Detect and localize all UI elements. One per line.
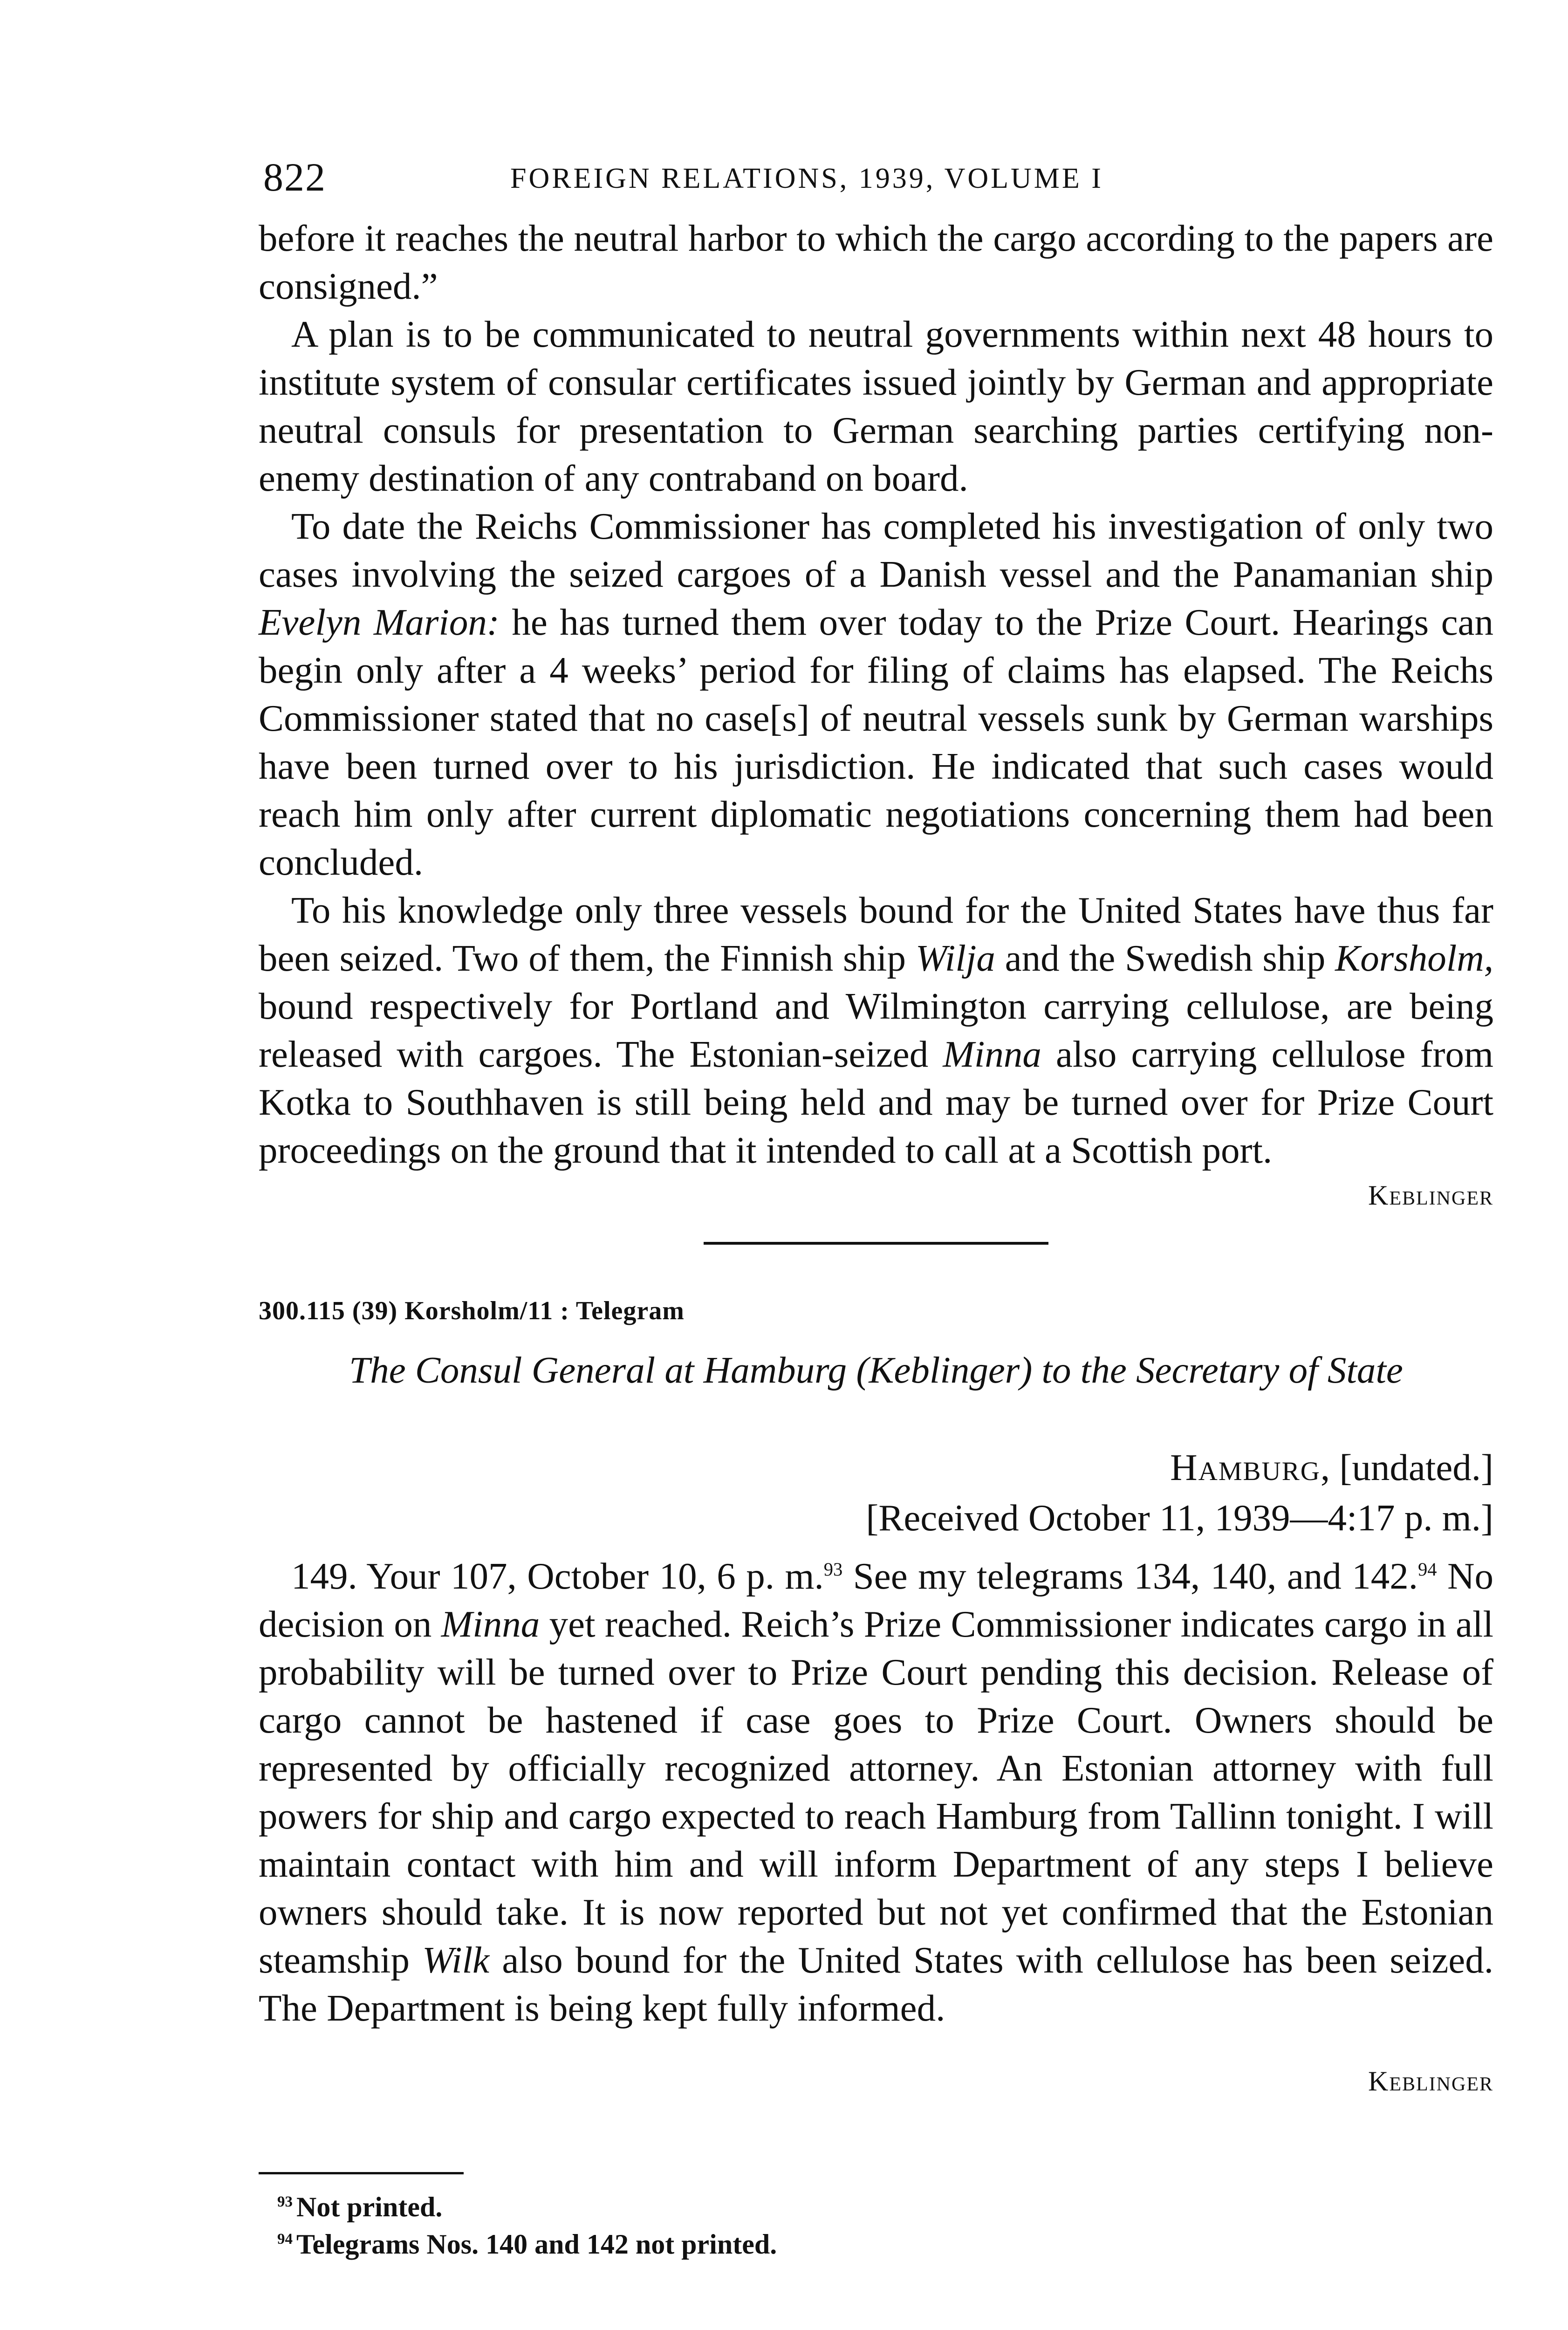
text-run: No decision on [259, 1555, 1493, 1645]
ship-name: Minna [943, 1033, 1041, 1075]
paragraph-continued: before it reaches the neutral harbor to which the cargo according to the papers are consigned.” [259, 217, 1493, 307]
text-run: he has turned them over today to the Prize Court. Hearings can begin only after a 4 weeks’ period for filing of claims has elapsed. The Reichs Commissioner stated that no case[s] of neutral vessels sunk by German warships have been turned over to his jurisdiction. He indicated that such cases would reach him only after current diplomatic negotiations concerning them had been concluded. [259, 601, 1494, 883]
footnote-text: Telegrams Nos. 140 and 142 not printed. [296, 2229, 777, 2260]
footnote-text: Not printed. [296, 2192, 443, 2222]
text-run: bound respectively for Portland and Wilmington carrying cellulose, are being released with cargoes. The Estonian-seized [259, 985, 1493, 1075]
signature-name: Keblinger [1368, 1180, 1493, 1211]
date: , [undated.] [1320, 1446, 1493, 1488]
footnote [277, 2226, 1493, 2263]
footnote-ref: 93 [823, 1559, 843, 1580]
section-divider [704, 1242, 1048, 1245]
text-run: yet reached. Reich’s Prize Commissioner indicates cargo in all probability will be turned over to Prize Court pending this decision. Release of cargo cannot be hastened if case goes to Prize Court. Owners should be represented by officially recognized attorney. An Estonian attorney with full powers for ship and cargo expected to reach Hamburg from Tallinn tonight. I will maintain contact with him and will inform Department of any steps I believe owners should take. It is now reported but not yet confirmed that the Estonian steamship [259, 1603, 1493, 1981]
dateline [259, 1442, 1493, 1493]
signature-name: Keblinger [1368, 2066, 1493, 2097]
footnote-ref: 94 [1418, 1559, 1437, 1580]
footnote [277, 2188, 1493, 2226]
ship-name: Korsholm, [1335, 937, 1493, 979]
file-reference: 300.115 (39) Korsholm/11 : Telegram [259, 1296, 685, 1325]
paragraph-reichs-commissioner [259, 502, 1493, 886]
document-page [259, 154, 1493, 2263]
paragraph-plan: A plan is to be communicated to neutral governments within next 48 hours to institute system of consular certificates issued jointly by German and appropriate neutral consuls for presentation to German searching parties certifying non-enemy destination of any contraband on board. [259, 313, 1493, 499]
paragraph-vessels-seized [259, 886, 1493, 1174]
text-run: and the Swedish ship [995, 937, 1335, 979]
place: Hamburg [1170, 1446, 1321, 1488]
signature-second [259, 2060, 1493, 2102]
paragraph-telegram-149 [259, 1552, 1493, 2032]
page-number: 822 [263, 155, 326, 199]
footnote-mark: 93 [277, 2193, 293, 2210]
text-run: See my telegrams 134, 140, and 142. [842, 1555, 1418, 1597]
running-title: FOREIGN RELATIONS, 1939, VOLUME I [510, 163, 1103, 194]
ship-name: Wilk [422, 1939, 490, 1981]
ship-name: Evelyn Marion: [259, 601, 500, 643]
ship-name: Minna [441, 1603, 540, 1645]
text-run: 149. Your 107, October 10, 6 p. m. [291, 1555, 824, 1597]
footnote-mark: 94 [277, 2231, 293, 2248]
text-run: also carrying cellulose from Kotka to Southhaven is still being held and may be turned over for Prize Court proceedings on the ground that it intended to call at a Scottish port. [259, 1033, 1493, 1171]
document-title: The Consul General at Hamburg (Keblinger) to the Secretary of State [349, 1349, 1403, 1391]
footnote-divider [259, 2172, 464, 2174]
page-header [259, 154, 1493, 214]
text-run: To his knowledge only three vessels bound for the United States have thus far been seized. Two of them, the Finnish ship [259, 889, 1493, 979]
text-run: To date the Reichs Commissioner has completed his investigation of only two cases involving the seized cargoes of a Danish vessel and the Panamanian ship [259, 505, 1493, 595]
signature-first [259, 1174, 1493, 1216]
received-line: [Received October 11, 1939—4:17 p. m.] [866, 1497, 1493, 1539]
ship-name: Wilja [915, 937, 995, 979]
text-run: also bound for the United States with cellulose has been seized. The Department is being kept fully informed. [259, 1939, 1493, 2029]
